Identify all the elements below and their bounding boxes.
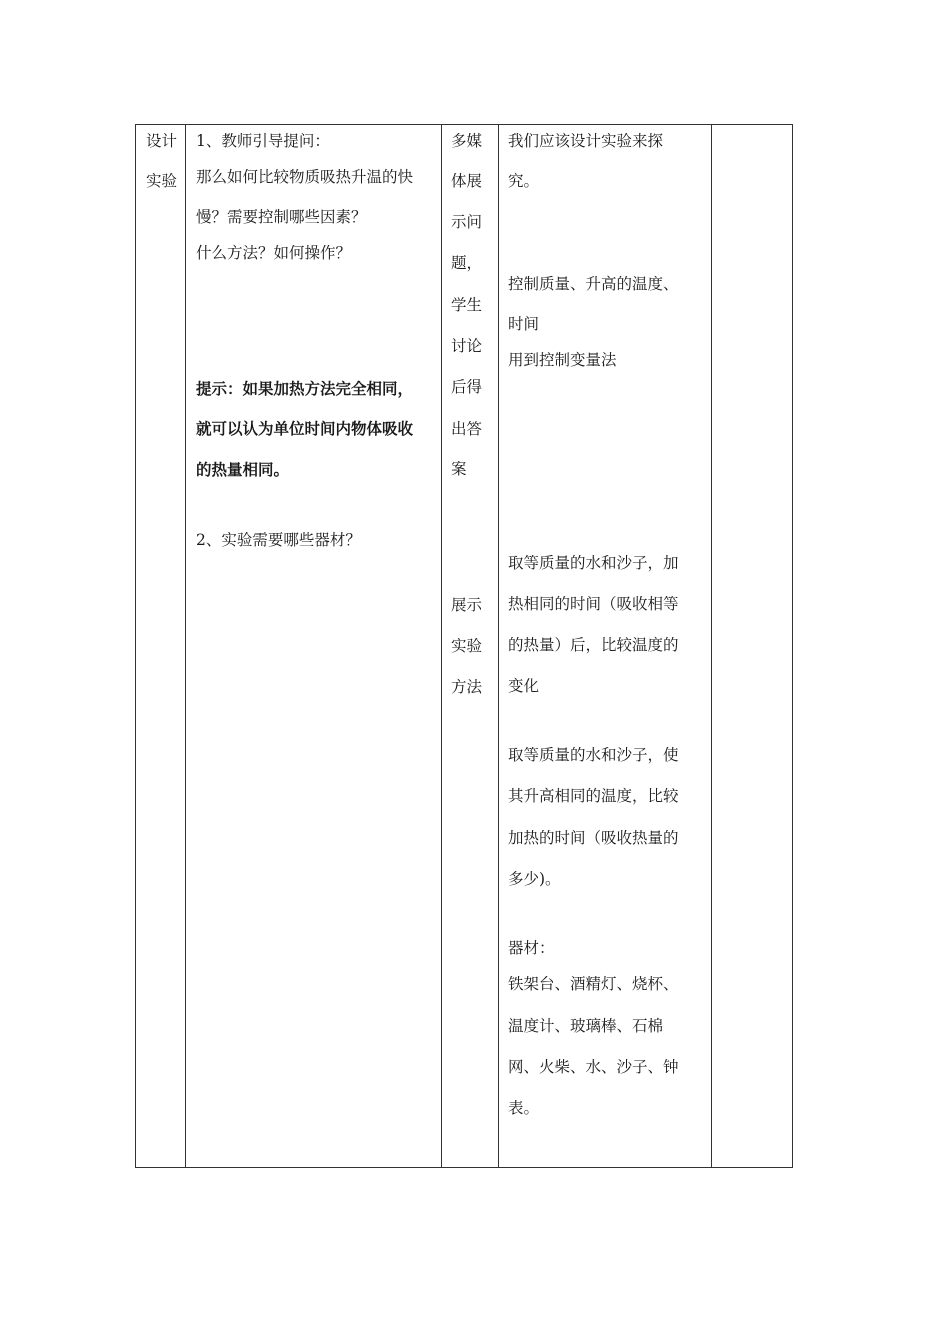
equipment-line: 铁架台、酒精灯、烧杯、 xyxy=(508,975,679,993)
question-line: 慢？需要控制哪些因素？ xyxy=(196,208,367,226)
question-line: 什么方法？如何操作？ xyxy=(196,244,352,262)
equipment-line: 网、火柴、水、沙子、钟 xyxy=(508,1058,679,1076)
question-line: 1、教师引导提问： xyxy=(196,132,330,150)
answer-line: 热相同的时间（吸收相等 xyxy=(508,595,679,613)
answer-line: 控制质量、升高的温度、 xyxy=(508,275,679,293)
answer-line: 时间 xyxy=(508,315,540,333)
section-label-line: 实验 xyxy=(146,172,178,190)
answer-line: 取等质量的水和沙子，加 xyxy=(508,554,679,572)
answer-line: 变化 xyxy=(508,677,540,695)
answer-line: 加热的时间（吸收热量的 xyxy=(508,829,679,847)
answer-line: 取等质量的水和沙子，使 xyxy=(508,746,679,764)
equipment-line: 温度计、玻璃棒、石棉 xyxy=(508,1017,664,1035)
method-line: 案 xyxy=(451,460,467,478)
method-cell xyxy=(442,125,499,1168)
table-row xyxy=(136,125,793,1168)
answer-line: 的热量）后，比较温度的 xyxy=(508,636,679,654)
answer-line: 多少)。 xyxy=(508,870,561,888)
hint-line: 的热量相同。 xyxy=(196,460,290,479)
section-cell xyxy=(136,125,186,1168)
question-line: 那么如何比较物质吸热升温的快 xyxy=(196,168,414,186)
question-line: 2、实验需要哪些器材？ xyxy=(196,531,361,549)
method-line: 体展 xyxy=(451,172,483,190)
method-line: 多媒 xyxy=(451,132,483,150)
notes-cell xyxy=(712,125,793,1168)
method-line: 方法 xyxy=(451,678,483,696)
method-line: 实验 xyxy=(451,637,483,655)
equipment-line: 表。 xyxy=(508,1099,540,1117)
answer-line: 用到控制变量法 xyxy=(508,351,617,369)
method-line: 示问 xyxy=(451,213,483,231)
method-line: 题， xyxy=(451,254,483,272)
hint-line: 就可以认为单位时间内物体吸收 xyxy=(196,419,414,438)
method-line: 学生 xyxy=(451,296,483,314)
hint-line: 提示：如果加热方法完全相同， xyxy=(196,379,414,398)
answer-line: 其升高相同的温度，比较 xyxy=(508,787,679,805)
teacher-activity-cell xyxy=(186,125,442,1168)
method-line: 讨论 xyxy=(451,337,483,355)
answer-line: 究。 xyxy=(508,172,540,190)
method-line: 展示 xyxy=(451,596,483,614)
lesson-plan-table xyxy=(135,124,793,1168)
method-line: 出答 xyxy=(451,420,483,438)
method-line: 后得 xyxy=(451,378,483,396)
student-activity-cell xyxy=(499,125,712,1168)
section-label-line: 设计 xyxy=(146,132,178,150)
equipment-line: 器材： xyxy=(508,939,555,957)
answer-line: 我们应该设计实验来探 xyxy=(508,132,664,150)
